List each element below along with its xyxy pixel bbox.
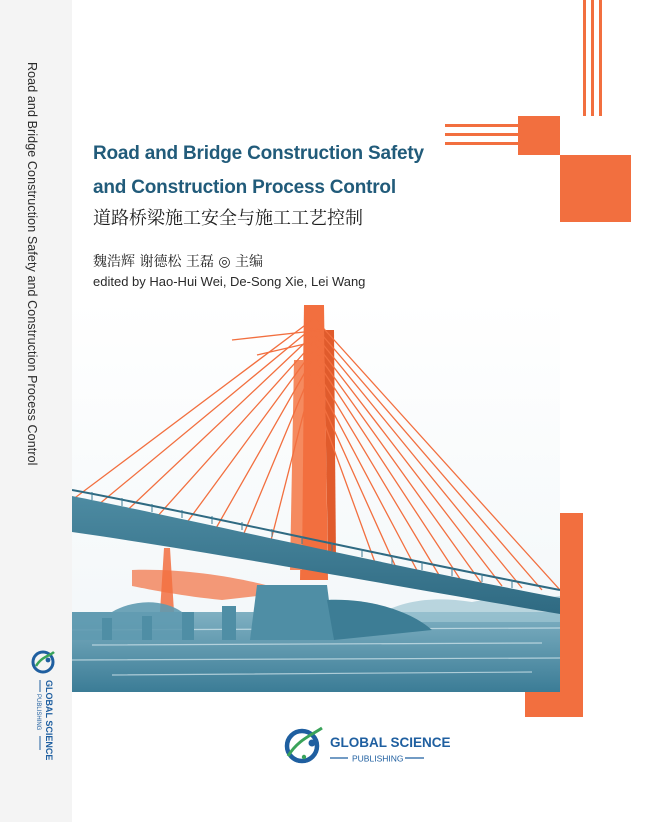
editors-english: edited by Hao-Hui Wei, De-Song Xie, Lei Wang	[93, 274, 366, 289]
deco-horizontal-stripe-1	[445, 124, 518, 127]
title-english	[93, 137, 424, 205]
deco-vertical-stripe-1	[583, 0, 586, 116]
publisher-name: GLOBAL SCIENCE	[330, 735, 451, 750]
title-english-line-2: and Construction Process Control	[93, 177, 396, 198]
globe-swoosh-logo-icon	[33, 652, 54, 672]
book-spine	[0, 0, 72, 822]
deco-square-large	[560, 155, 631, 222]
spine-publisher-subname: PUBLISHING	[35, 694, 41, 731]
deco-vertical-stripe-3	[599, 0, 602, 116]
spine-title: Road and Bridge Construction Safety and Construction Process Control	[25, 62, 39, 466]
title-chinese: 道路桥梁施工安全与施工工艺控制	[93, 208, 363, 229]
publisher-logo	[282, 722, 452, 770]
globe-swoosh-logo-icon	[287, 728, 322, 761]
deco-vertical-stripe-2	[591, 0, 594, 116]
spine-publisher-logo	[28, 650, 58, 775]
deco-horizontal-stripe-2	[445, 133, 518, 136]
bridge-pier	[250, 585, 334, 640]
publisher-subname: PUBLISHING	[352, 753, 404, 764]
title-english-line-1: Road and Bridge Construction Safety	[93, 143, 424, 164]
deco-square-small	[518, 116, 560, 155]
bridge-illustration	[72, 300, 560, 692]
editors-chinese: 魏浩辉 谢德松 王磊 ◎ 主编	[93, 254, 264, 270]
spine-publisher-name: GLOBAL SCIENCE	[44, 680, 54, 761]
deco-horizontal-stripe-3	[445, 142, 518, 145]
